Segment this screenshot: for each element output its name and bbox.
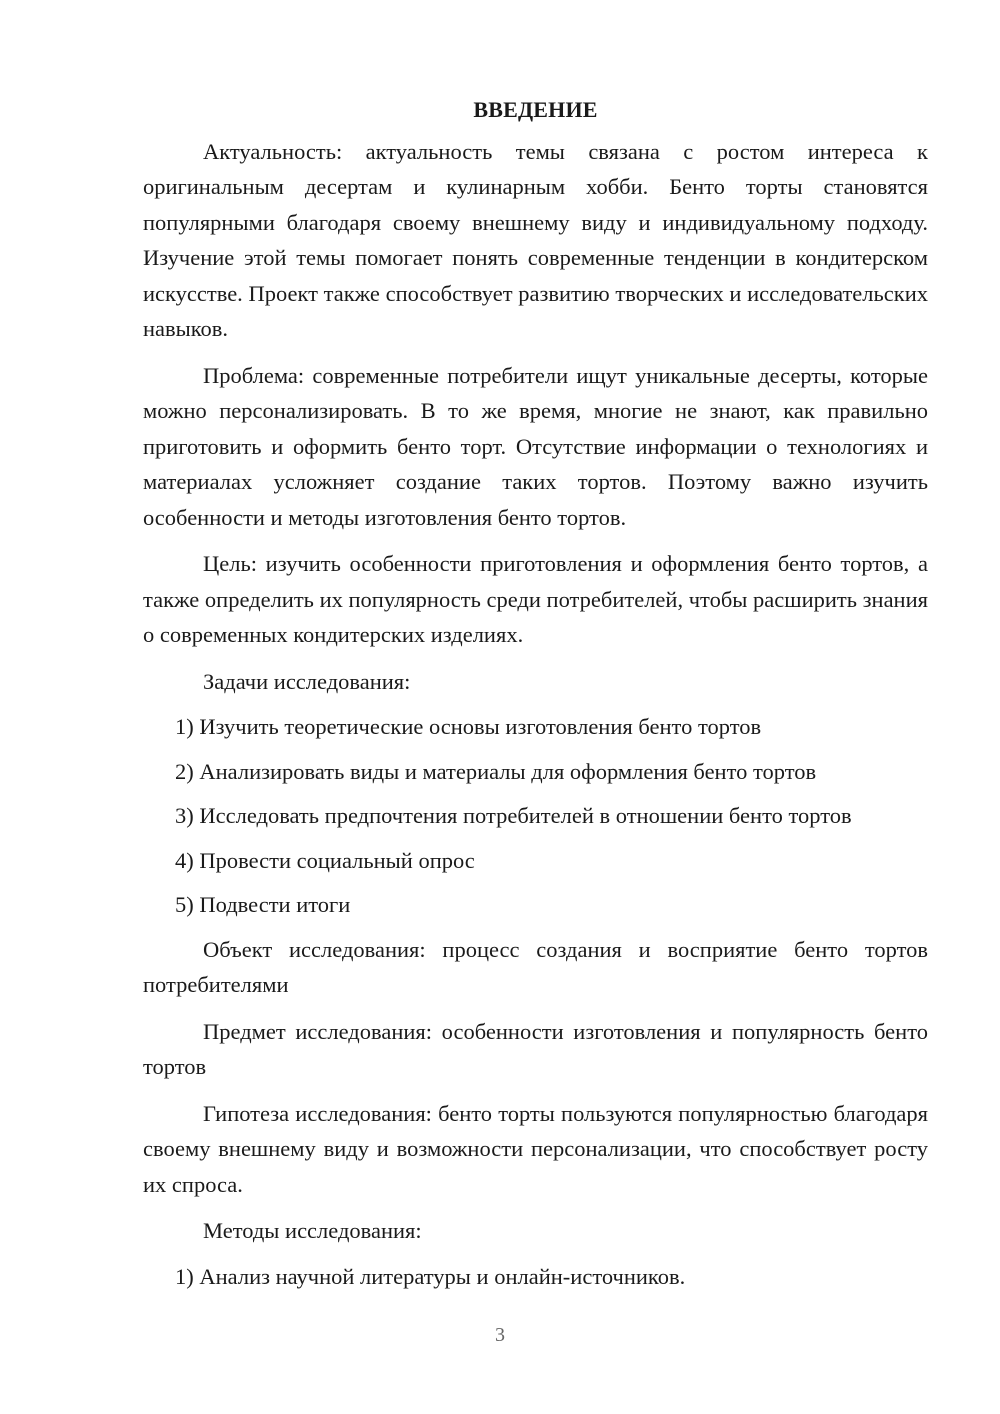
goal-paragraph: Цель: изучить особенности приготовления и оформления бенто тортов, а также определить их популярность среди потребителей, чтобы расширить знания о современных кондитерских изделиях.: [143, 551, 928, 647]
relevance-paragraph: Актуальность: актуальность темы связана с ростом интереса к оригинальным десертам и кулинарным хобби. Бенто торты становятся популярными благодаря своему внешнему виду и индивидуальному подходу. Изучение этой темы помогает понять современные тенденции в кондитерском искусстве. Проект также способствует развитию творческих и исследовательских навыков.: [143, 138, 928, 341]
methods-list: [143, 1259, 928, 1295]
tasks-list: [143, 709, 928, 923]
hypothesis-paragraph: Гипотеза исследования: бенто торты пользуются популярностью благодаря своему внешнему виду и возможности персонализации, что способствует росту их спроса.: [143, 1100, 928, 1197]
task-item: 1) Изучить теоретические основы изготовления бенто тортов: [175, 714, 762, 739]
task-item: 3) Исследовать предпочтения потребителей в отношении бенто тортов: [175, 803, 852, 828]
document-page: [143, 92, 928, 1303]
methods-label: Методы исследования:: [203, 1218, 422, 1243]
task-item: 4) Провести социальный опрос: [175, 847, 475, 873]
task-item: 2) Анализировать виды и материалы для оформления бенто тортов: [175, 758, 817, 784]
page-title: ВВЕДЕНИЕ: [473, 97, 598, 122]
object-paragraph: Объект исследования: процесс создания и восприятие бенто тортов потребителями: [143, 936, 928, 997]
task-item: 5) Подвести итоги: [175, 892, 351, 917]
method-item: 1) Анализ научной литературы и онлайн-источников.: [175, 1263, 686, 1289]
subject-paragraph: Предмет исследования: особенности изготовления и популярность бенто тортов: [143, 1018, 928, 1079]
problem-paragraph: Проблема: современные потребители ищут уникальные десерты, которые можно персонализировать. В то же время, многие не знают, как правильно приготовить и оформить бенто торт. Отсутствие информации о технологиях и материалах усложняет создание таких тортов. Поэтому важно изучить особенности и методы изготовления бенто тортов.: [143, 362, 928, 530]
tasks-label: Задачи исследования:: [203, 668, 411, 694]
page-number: 3: [495, 1324, 505, 1346]
